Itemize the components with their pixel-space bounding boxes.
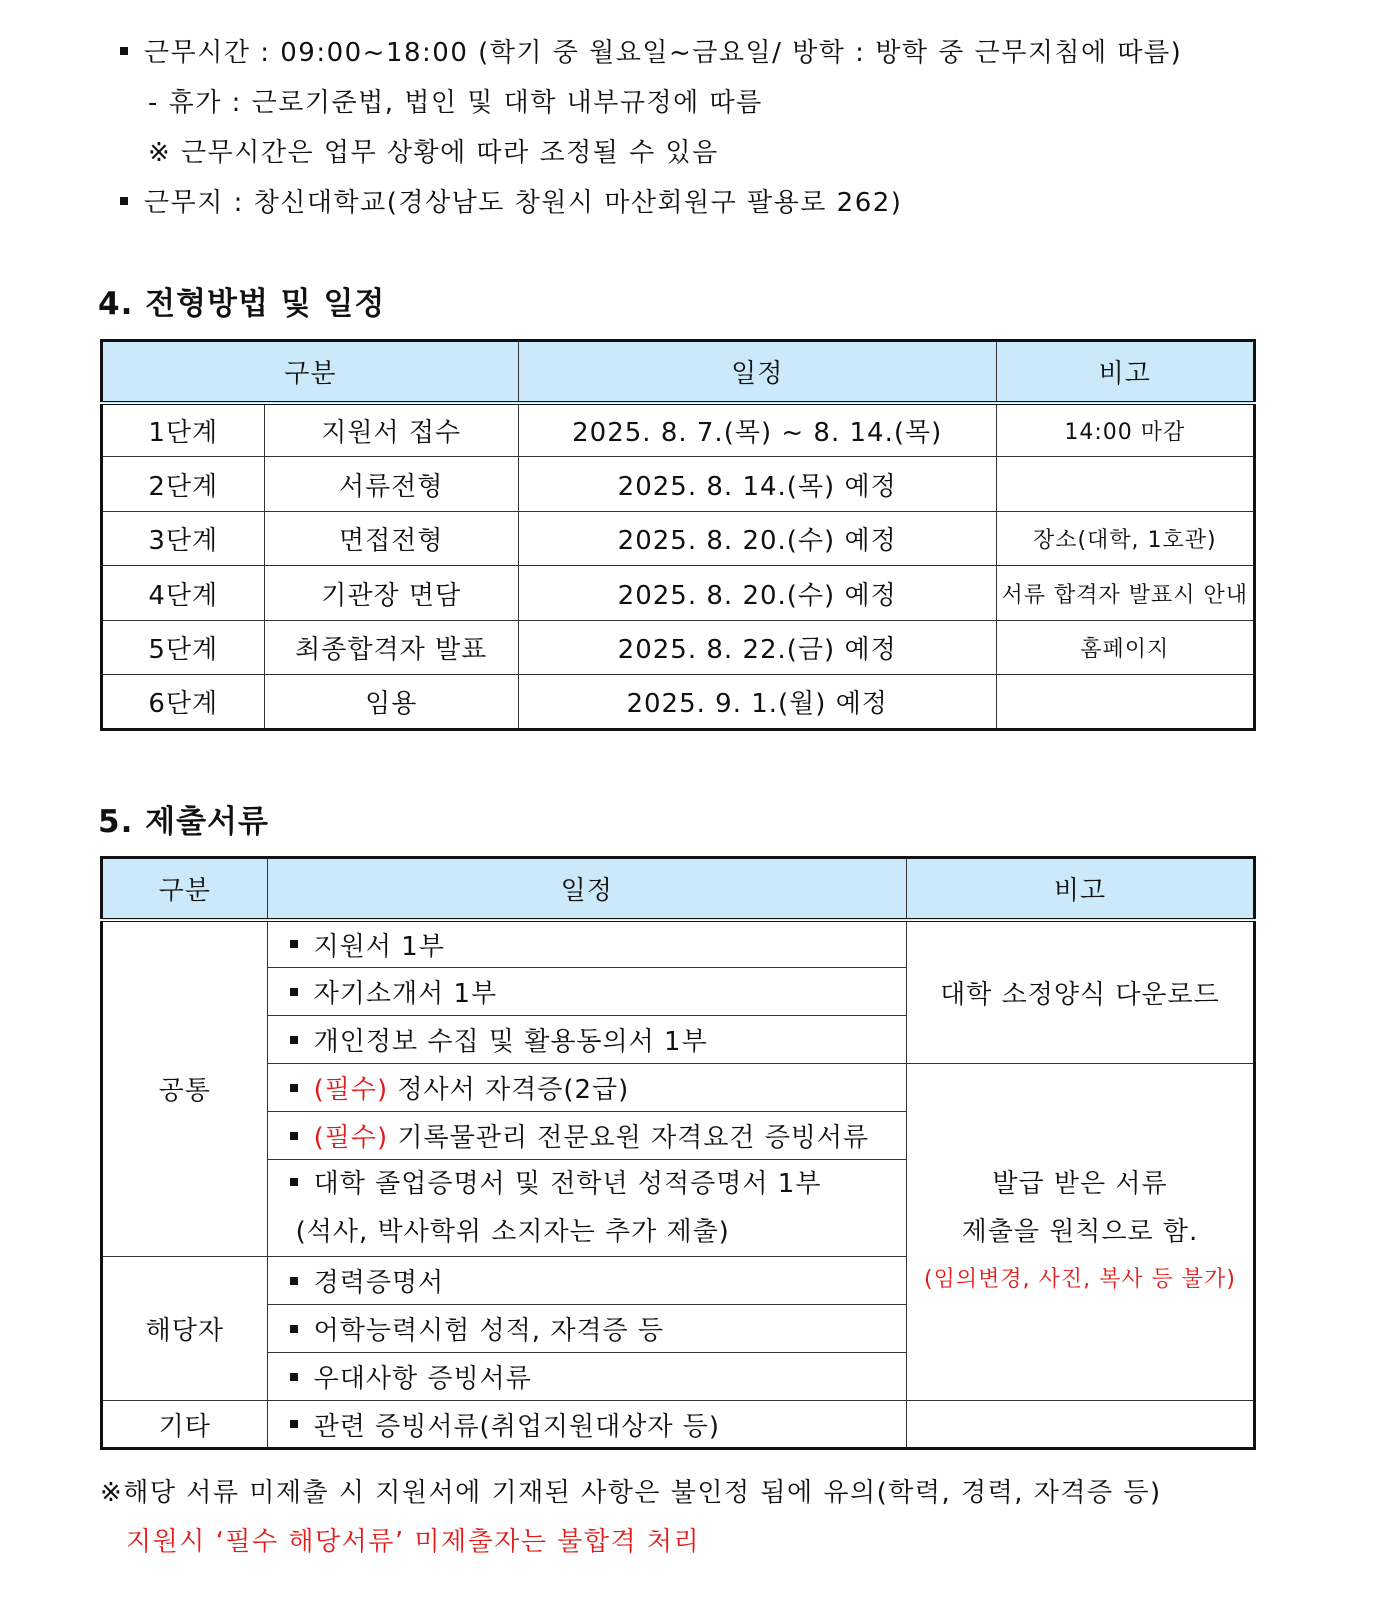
table-row xyxy=(102,512,1255,566)
date-cell: 2025. 8. 7.(목) ~ 8. 14.(목) xyxy=(518,403,996,457)
table-row xyxy=(102,403,1255,457)
group-applicable-cell: 해당자 xyxy=(102,1257,268,1401)
square-bullet-icon xyxy=(290,1084,298,1092)
doc-item-text: 대학 졸업증명서 및 전학년 성적증명서 1부 xyxy=(313,1169,822,1199)
doc-item-text: 우대사항 증빙서류 xyxy=(313,1364,532,1394)
remarks-cell: 서류 합격자 발표시 안내 xyxy=(996,566,1254,621)
square-bullet-icon xyxy=(290,1420,298,1428)
group-other-cell: 기타 xyxy=(102,1401,268,1449)
doc-item-text: 지원서 1부 xyxy=(313,931,445,962)
date-cell: 2025. 8. 14.(목) 예정 xyxy=(518,457,996,512)
work-hours-line xyxy=(120,32,1182,69)
table-row xyxy=(102,566,1255,621)
remarks-cell: 홈페이지 xyxy=(996,621,1254,675)
stage-name-cell: 기관장 면담 xyxy=(264,566,518,621)
stage-name-cell: 면접전형 xyxy=(264,512,518,566)
square-bullet-icon xyxy=(290,1036,298,1044)
documents-header-row xyxy=(102,858,1255,920)
table-row xyxy=(102,920,1255,968)
doc-item-cell xyxy=(267,1016,906,1064)
square-bullet-icon xyxy=(290,1132,298,1140)
doc-item-cell xyxy=(267,968,906,1016)
table-row xyxy=(102,675,1255,730)
doc-item-cell xyxy=(267,1401,906,1449)
stage-name-cell: 임용 xyxy=(264,675,518,730)
remarks-cell xyxy=(996,675,1254,730)
remark-original-docs xyxy=(906,1064,1254,1401)
date-cell: 2025. 8. 20.(수) 예정 xyxy=(518,566,996,621)
doc-item-text: 정사서 자격증(2급) xyxy=(397,1075,630,1105)
header-remarks: 비고 xyxy=(996,341,1254,403)
documents-table xyxy=(100,856,1256,1450)
doc-item-cell xyxy=(267,920,906,968)
doc-item-cell xyxy=(267,1353,906,1401)
hours-note-line: ※ 근무시간은 업무 상황에 따라 조정될 수 있음 xyxy=(148,138,719,168)
date-cell: 2025. 8. 20.(수) 예정 xyxy=(518,512,996,566)
stage-cell: 3단계 xyxy=(102,512,265,566)
square-bullet-icon xyxy=(290,1178,298,1186)
group-common-cell: 공통 xyxy=(102,920,268,1257)
doc-item-cell xyxy=(267,1112,906,1160)
doc-item-cell xyxy=(267,1257,906,1305)
remark2-line1: 발급 받은 서류 xyxy=(992,1169,1168,1199)
date-cell: 2025. 9. 1.(월) 예정 xyxy=(518,675,996,730)
table-row xyxy=(102,457,1255,512)
work-place-text: 근무지 : 창신대학교(경상남도 창원시 마산회원구 팔용로 262) xyxy=(144,188,903,218)
table-row xyxy=(102,1064,1255,1112)
schedule-table xyxy=(100,339,1256,731)
doc-item-text: 경력증명서 xyxy=(313,1268,445,1298)
required-tag: (필수) xyxy=(313,1075,389,1105)
stage-cell: 4단계 xyxy=(102,566,265,621)
doc-item-text: 개인정보 수집 및 활용동의서 1부 xyxy=(313,1027,708,1057)
section4-title: 4. 전형방법 및 일정 xyxy=(98,286,386,322)
note-required-fail: 지원시 ‘필수 해당서류’ 미제출자는 불합격 처리 xyxy=(126,1527,701,1557)
header-schedule: 일정 xyxy=(518,341,996,403)
stage-cell: 2단계 xyxy=(102,457,265,512)
remark2-line3: (임의변경, 사진, 복사 등 불가) xyxy=(924,1267,1236,1292)
table-row xyxy=(102,621,1255,675)
stage-name-cell: 서류전형 xyxy=(264,457,518,512)
doc-item-subtext: (석사, 박사학위 소지자는 추가 제출) xyxy=(295,1217,730,1247)
remarks-cell: 14:00 마감 xyxy=(996,403,1254,457)
square-bullet-icon xyxy=(290,940,298,948)
square-bullet-icon xyxy=(290,1373,298,1381)
doc-item-text: 자기소개서 1부 xyxy=(313,979,498,1009)
header-category: 구분 xyxy=(102,341,519,403)
leave-line: - 휴가 : 근로기준법, 법인 및 대학 내부규정에 따름 xyxy=(148,88,763,118)
doc-item-cell xyxy=(267,1160,906,1257)
stage-cell: 1단계 xyxy=(102,403,265,457)
work-place-line xyxy=(120,182,902,219)
square-bullet-icon xyxy=(290,988,298,996)
date-cell: 2025. 8. 22.(금) 예정 xyxy=(518,621,996,675)
square-bullet-icon xyxy=(120,47,128,55)
square-bullet-icon xyxy=(290,1325,298,1333)
remarks-cell xyxy=(996,457,1254,512)
remarks-cell: 장소(대학, 1호관) xyxy=(996,512,1254,566)
schedule-header-row xyxy=(102,341,1255,403)
required-tag: (필수) xyxy=(313,1123,389,1153)
remark-form-download: 대학 소정양식 다운로드 xyxy=(906,920,1254,1064)
header-schedule: 일정 xyxy=(267,858,906,920)
note-unsubmitted: ※해당 서류 미제출 시 지원서에 기재된 사항은 불인정 됨에 유의(학력, 경력, 자격증 등) xyxy=(100,1478,1162,1508)
square-bullet-icon xyxy=(120,197,128,205)
header-category: 구분 xyxy=(102,858,268,920)
square-bullet-icon xyxy=(290,1277,298,1285)
doc-item-cell xyxy=(267,1064,906,1112)
remark2-line2: 제출을 원칙으로 함. xyxy=(961,1217,1199,1247)
doc-item-cell xyxy=(267,1305,906,1353)
stage-name-cell: 지원서 접수 xyxy=(264,403,518,457)
doc-item-text: 관련 증빙서류(취업지원대상자 등) xyxy=(313,1411,721,1442)
doc-item-text: 기록물관리 전문요원 자격요건 증빙서류 xyxy=(397,1123,870,1153)
table-row xyxy=(102,1401,1255,1449)
header-remarks: 비고 xyxy=(906,858,1254,920)
stage-cell: 6단계 xyxy=(102,675,265,730)
stage-cell: 5단계 xyxy=(102,621,265,675)
work-hours-text: 근무시간 : 09:00~18:00 (학기 중 월요일~금요일/ 방학 : 방학 중 근무지침에 따름) xyxy=(144,38,1183,68)
stage-name-cell: 최종합격자 발표 xyxy=(264,621,518,675)
section5-title: 5. 제출서류 xyxy=(98,804,269,840)
doc-item-text: 어학능력시험 성적, 자격증 등 xyxy=(313,1316,665,1346)
